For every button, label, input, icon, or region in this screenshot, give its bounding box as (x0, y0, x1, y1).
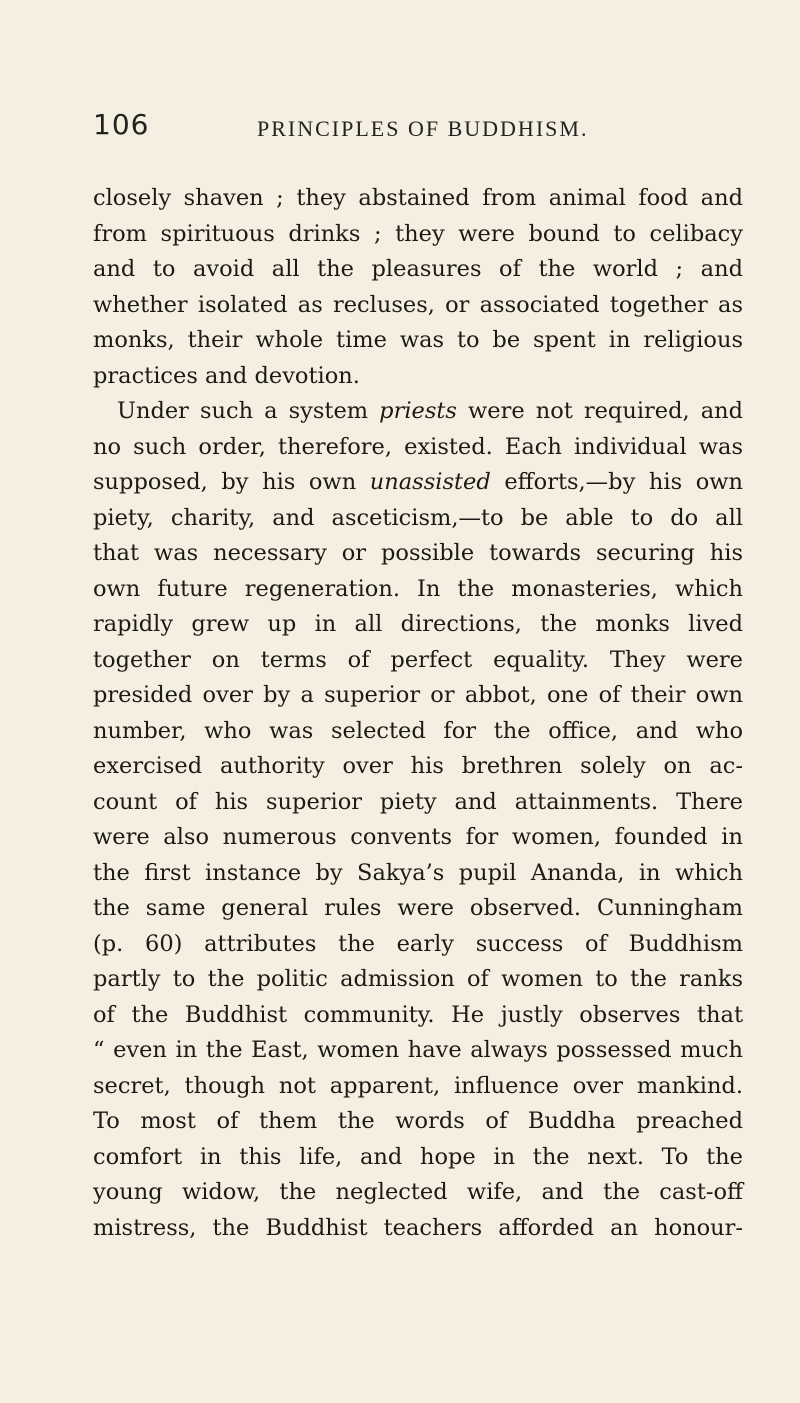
text-line: (p. 60) attributes the early success of Buddhism (93, 930, 743, 957)
text-line (93, 394, 743, 430)
text-line: of the Buddhist community. He justly observes that (93, 1001, 743, 1028)
text-line: comfort in this life, and hope in the next. To the (93, 1143, 743, 1170)
text-line: the same general rules were observed. Cunningham (93, 895, 743, 921)
text-line: partly to the politic admission of women to the ranks (93, 966, 743, 992)
text-line: number, who was selected for the office, and who (93, 717, 743, 744)
text-line: from spirituous drinks ; they were bound to celibacy (93, 220, 743, 247)
emphasis-unassisted: unassisted (369, 469, 491, 495)
text-line: young widow, the neglected wife, and the cast-off (93, 1179, 743, 1205)
text-line: no such order, therefore, existed. Each individual was (93, 433, 743, 460)
text-line: the first instance by Sakya’s pupil Ananda, in which (93, 859, 743, 886)
text-line: and to avoid all the pleasures of the world ; and (93, 256, 743, 282)
text-line: whether isolated as recluses, or associated together as (93, 291, 743, 318)
text-line: exercised authority over his brethren solely on ac- (93, 753, 743, 779)
text-run: Under such a system (117, 398, 380, 424)
text-line: together on terms of perfect equality. They were (93, 646, 743, 673)
text-run: supposed, by his own (93, 469, 370, 495)
text-line: rapidly grew up in all directions, the monks lived (93, 611, 743, 637)
text-line: To most of them the words of Buddha preached (93, 1108, 743, 1134)
text-line: own future regeneration. In the monasteries, which (93, 575, 743, 602)
text-line: that was necessary or possible towards securing his (93, 540, 743, 566)
text-line: mistress, the Buddhist teachers afforded an honour- (93, 1214, 743, 1241)
running-title: PRINCIPLES OF BUDDHISM. (257, 116, 589, 141)
text-line: were also numerous convents for women, founded in (93, 824, 743, 850)
text-run: were not required, and (456, 398, 743, 424)
page-number: 106 (93, 108, 150, 141)
body-text (93, 181, 743, 1246)
emphasis-priests: priests (379, 398, 457, 424)
text-line: presided over by a superior or abbot, one of their own (93, 682, 743, 708)
text-line (93, 465, 743, 501)
page-header (93, 108, 743, 158)
text-line: piety, charity, and asceticism,—to be able to do all (93, 504, 743, 531)
text-line: count of his superior piety and attainments. There (93, 788, 743, 815)
text-run: efforts,—by his own (490, 469, 743, 495)
text-line: practices and devotion. (93, 362, 360, 389)
text-line: secret, though not apparent, influence over mankind. (93, 1072, 743, 1099)
text-line: monks, their whole time was to be spent in religious (93, 327, 743, 353)
text-line: closely shaven ; they abstained from animal food and (93, 185, 743, 211)
text-line: “ even in the East, women have always possessed much (93, 1037, 743, 1063)
